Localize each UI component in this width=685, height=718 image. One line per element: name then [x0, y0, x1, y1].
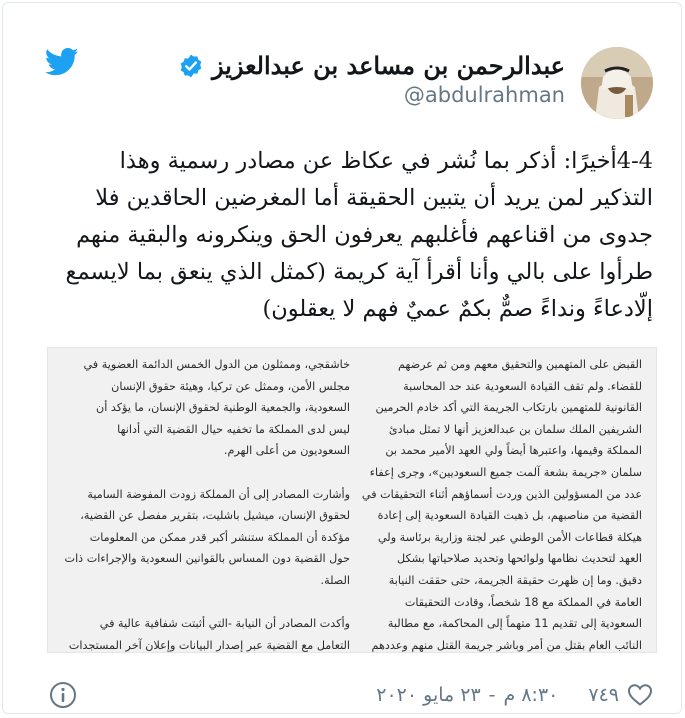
- tweet-text-line: طرأوا على بالي وأنا أقرأ آية كريمة (كمثل الذي ينعق بما لايسمع: [65, 259, 653, 285]
- tweet-meta: [376, 683, 653, 707]
- tweet-time[interactable]: ٨:٣٠ م: [503, 684, 559, 706]
- article-line: القبض على المتهمين والتحقيق معهم ومن ثم عرضهم: [397, 358, 642, 371]
- paragraph-gap: [70, 462, 350, 484]
- tweet-footer: [49, 681, 653, 711]
- attached-article-image[interactable]: [47, 347, 657, 653]
- article-line: التعامل مع القضية عبر إصدار البيانات وإعلان آخر المستجدات: [68, 638, 350, 652]
- article-line: حول القضية دون المساس بالقوانين السعودية والإجراءات ذات: [64, 552, 350, 566]
- article-line: خاشقجي، وممثلون من الدول الخمس الدائمة العضوية في: [83, 358, 350, 371]
- like-count[interactable]: ٧٤٩: [588, 684, 619, 706]
- author-name[interactable]: عبدالرحمن بن مساعد بن عبدالعزيز: [211, 51, 565, 80]
- column-gutter: [350, 348, 352, 652]
- article-line: الشريفين الملك سلمان بن عبدالعزيز أنها لا تمثل مبادئ: [388, 422, 642, 436]
- twitter-bird-icon[interactable]: [45, 47, 79, 77]
- article-line: وأكدت المصادر أن النيابة -التي أثبتت شفافية عالية في: [99, 617, 350, 631]
- article-line: لحقوق الإنسان، ميشيل باشليت، بتقرير مفصل عن القضية،: [80, 509, 350, 523]
- article-line: السعودية إلى تقديم 11 متهماً إلى المحاكمة، مع مطالبة: [387, 617, 642, 631]
- article-line: مؤكدة أن المملكة ستنشر أكبر قدر ممكن من المعلومات: [89, 530, 350, 544]
- article-line: السعوديون من أعلى الهرم.: [223, 444, 350, 458]
- tweet-text-line: 4-4أخيرًا: أذكر بما نُشر في عكاظ عن مصادر رسمية وهذا: [119, 148, 653, 174]
- article-line: دقيق. وما إن ظهرت حقيقة الجريمة، حتى حققت النيابة: [388, 573, 642, 587]
- avatar[interactable]: [581, 47, 653, 119]
- article-line: عدد من المسؤولين الذين وردت أسماؤهم أثناء التحقيقات في: [361, 487, 642, 501]
- article-line: الصلة.: [320, 573, 350, 587]
- paragraph-gap: [70, 592, 350, 614]
- article-line: العهد لتحديث نظامها ولوائحها وتحديد صلاحياتها بشكل: [396, 552, 642, 566]
- article-line: هيكلة قطاعات الأمن الوطني عبر لجنة وزارية برئاسة ولي: [377, 530, 642, 544]
- tweet-text-line: إلّادعاءً ونداءً صمٌّ بكمٌ عميٌ فهم لا يعقلون): [262, 296, 653, 322]
- meta-separator: -: [488, 684, 496, 706]
- article-line: القانونية للمتهمين بارتكاب الجريمة التي أكد خادم الحرمين: [375, 401, 642, 415]
- article-line: النائب العام بقتل من أمر وباشر جريمة القتل منهم وعددهم: [371, 638, 642, 652]
- article-line: السعودية، والجمعية الوطنية لحقوق الإنسان، ما يؤكد أن: [96, 401, 350, 415]
- verified-badge-icon: [178, 53, 204, 79]
- info-icon[interactable]: [49, 681, 77, 709]
- avatar-image: [581, 47, 653, 119]
- author-handle[interactable]: @abdulrahman: [403, 83, 565, 107]
- article-line: العامة في المملكة مع 18 شخصاً، وقادت التحقيقات: [404, 595, 642, 609]
- tweet-text: [28, 143, 653, 328]
- tweet-text-line: جدوى من اقناعهم فأغلبهم يعرفون الحق وينكرونه والبقية منهم: [76, 222, 653, 248]
- article-line: للقضاء. ولم تقف القيادة السعودية عند حد المحاسبة: [403, 379, 642, 393]
- article-line: مجلس الأمن، وممثل عن تركيا، وهيئة حقوق الإنسان: [111, 379, 350, 393]
- tweet-text-line: التذكير لمن يريد أن يتبين الحقيقة أما المغرضين الحاقدين فلا: [95, 185, 653, 211]
- article-line: ليس لدى المملكة ما تخفيه حيال القضية التي أدانها: [117, 422, 350, 436]
- article-line: المملكة وقيمها، واعتبرها أيضاً ولي العهد الأمير محمد بن: [385, 444, 642, 458]
- heart-icon[interactable]: [627, 683, 653, 707]
- article-line: وأشارت المصادر إلى أن المملكة زودت المفوضة السامية: [87, 487, 350, 501]
- article-line: سلمان «جريمة بشعة آلمت جميع السعوديين»، وجرى إعفاء: [369, 465, 642, 479]
- article-column-left: [64, 354, 350, 653]
- tweet-card: [2, 2, 682, 714]
- article-column-right: [362, 354, 642, 653]
- tweet-date[interactable]: ٢٣ مايو ٢٠٢٠: [376, 684, 481, 706]
- author-name-row[interactable]: [178, 51, 565, 80]
- article-line: القضية من مناصبهم، بل ذهبت القيادة السعودية إلى إعادة: [377, 509, 642, 523]
